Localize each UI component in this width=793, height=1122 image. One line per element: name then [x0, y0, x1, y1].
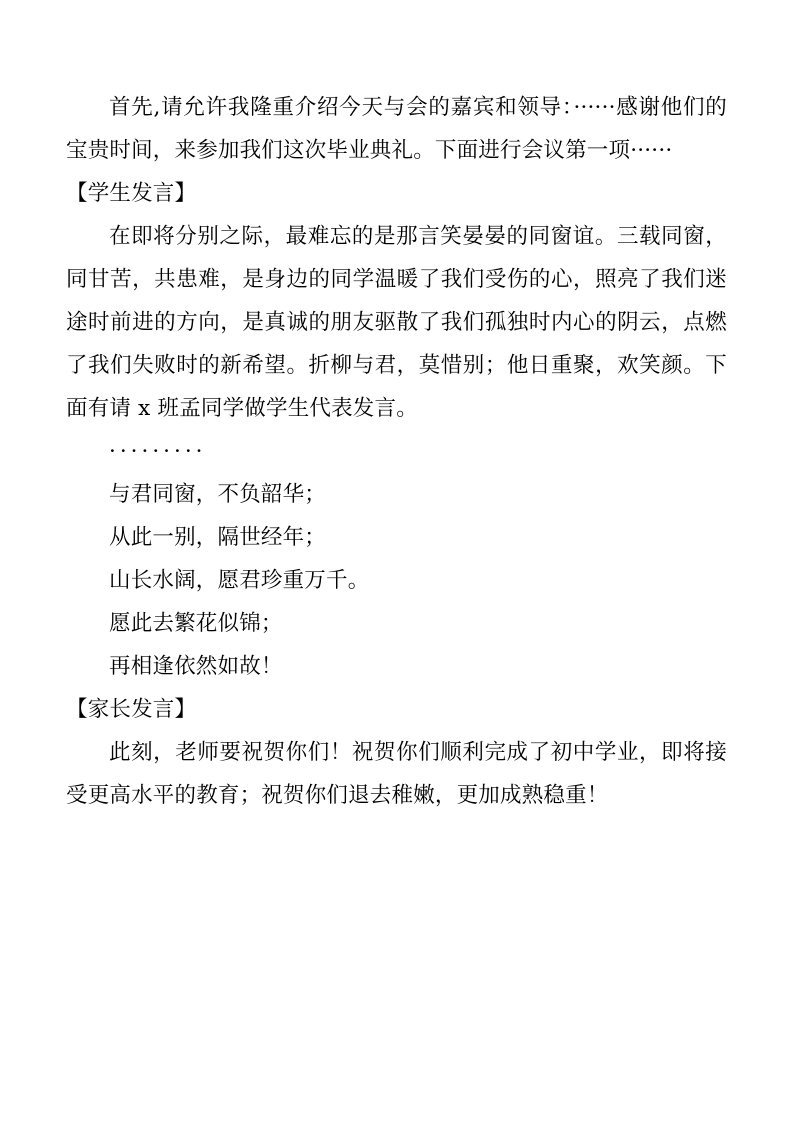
verse-line-3: 山长水阔，愿君珍重万千。: [109, 568, 370, 593]
paragraph-parent-speech-body: 此刻，老师要祝贺你们！祝贺你们顺利完成了初中学业，即将接受更高水平的教育；祝贺你们退去稚嫩，更加成熟稳重！: [66, 740, 727, 808]
verse-line-2: 从此一别，隔世经年；: [109, 525, 327, 550]
paragraph-opening-guest-introduction: 首先,请允许我隆重介绍今天与会的嘉宾和领导：······感谢他们的宝贵时间，来参加我们这次毕业典礼。下面进行会议第一项······: [66, 95, 727, 163]
paragraph-student-speech-body: 在即将分别之际，最难忘的是那言笑晏晏的同窗谊。三载同窗，同甘苦，共患难，是身边的同学温暖了我们受伤的心，照亮了我们迷途时前进的方向，是真诚的朋友驱散了我们孤独时内心的阴云，点燃了我们失败时的新希望。折柳与君，莫惜别；他日重聚，欢笑颜。下面有请 x 班孟同学做学生代表发言。: [66, 224, 727, 421]
document-body: [66, 86, 727, 817]
paragraph-ellipsis: ·········: [109, 439, 207, 464]
verse-line-4: 愿此去繁花似锦；: [109, 611, 283, 636]
heading-parent-speech: 【家长发言】: [66, 697, 197, 722]
verse-line-1: 与君同窗，不负韶华；: [109, 482, 327, 507]
verse-line-5: 再相逢依然如故！: [109, 654, 283, 679]
heading-student-speech: 【学生发言】: [66, 181, 197, 206]
